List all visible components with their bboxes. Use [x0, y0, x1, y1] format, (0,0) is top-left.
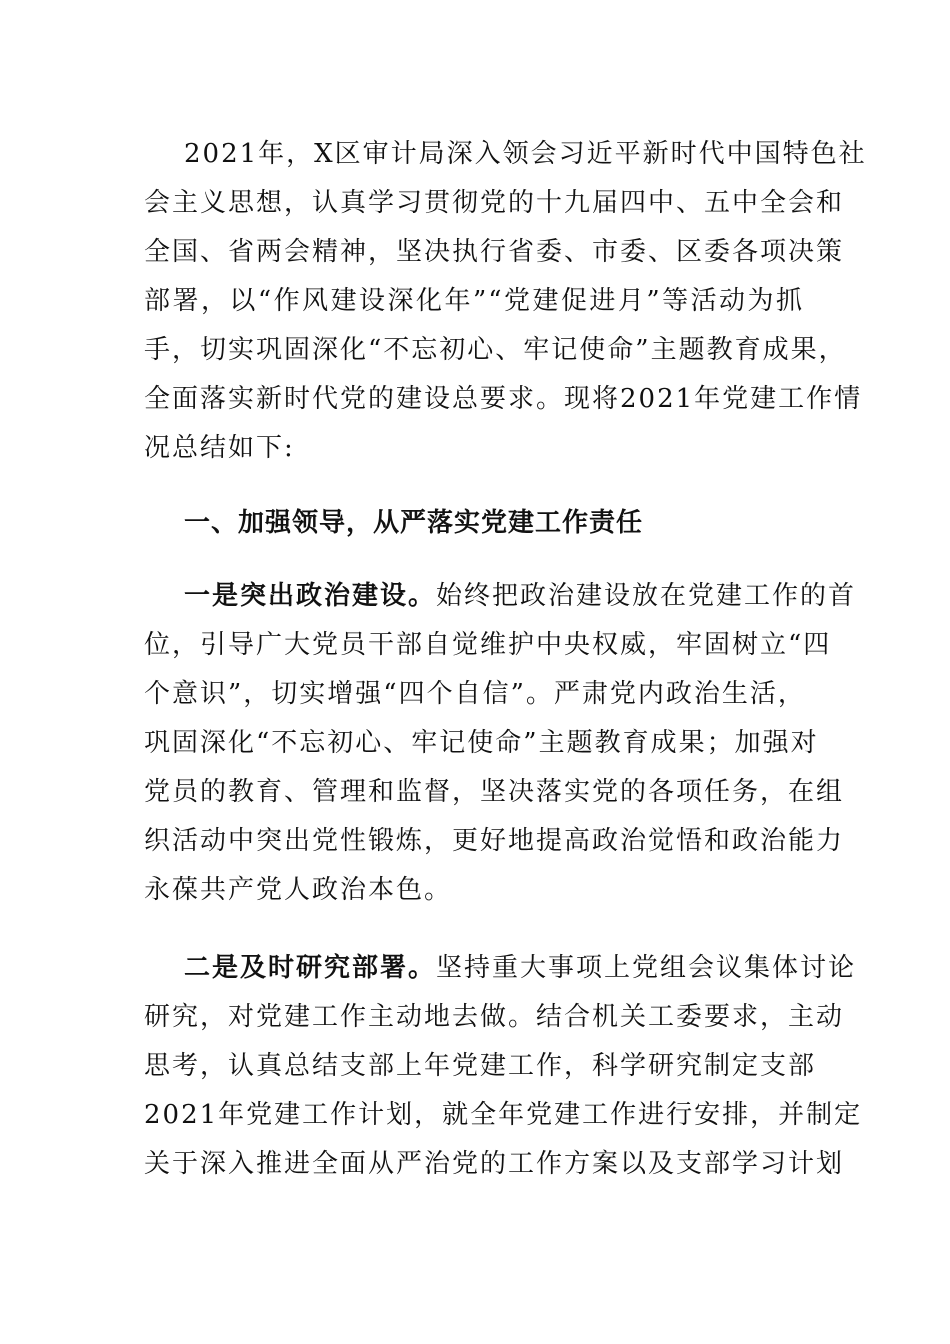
intro-line: 全国、省两会精神，坚决执行省委、市委、区委各项决策	[144, 237, 845, 267]
paragraph-lead: 二是及时研究部署。	[184, 953, 437, 983]
paragraph-line: 研究，对党建工作主动地去做。结合机关工委要求，主动	[144, 1002, 845, 1032]
intro-line: 全面落实新时代党的建设总要求。现将2021年党建工作情	[144, 384, 863, 414]
intro-line: 部署，以“作风建设深化年”“党建促进月”等活动为抓	[144, 286, 804, 316]
paragraph-first-line	[184, 948, 857, 988]
section-heading: 一、加强领导，从严落实党建工作责任	[184, 508, 644, 538]
paragraph-line: 关于深入推进全面从严治党的工作方案以及支部学习计划	[144, 1149, 845, 1179]
intro-line: 2021年，X区审计局深入领会习近平新时代中国特色社	[184, 139, 867, 169]
intro-line: 手，切实巩固深化“不忘初心、牢记使命”主题教育成果，	[144, 335, 847, 365]
paragraph-line: 2021年党建工作计划，就全年党建工作进行安排，并制定	[144, 1100, 863, 1130]
paragraph-line: 党员的教育、管理和监督，坚决落实党的各项任务，在组	[144, 777, 845, 807]
paragraph-line: 永葆共产党人政治本色。	[144, 875, 453, 905]
paragraph-line: 织活动中突出党性锻炼，更好地提高政治觉悟和政治能力	[144, 826, 845, 856]
paragraph-first-line-rest: 坚持重大事项上党组会议集体讨论	[436, 953, 857, 983]
paragraph-line: 巩固深化“不忘初心、牢记使命”主题教育成果；加强对	[144, 728, 819, 758]
paragraph-line: 个意识”，切实增强“四个自信”。严肃党内政治生活，	[144, 679, 806, 709]
paragraph-first-line-rest: 始终把政治建设放在党建工作的首	[436, 581, 857, 611]
paragraph-lead: 一是突出政治建设。	[184, 581, 437, 611]
paragraph-line: 位，引导广大党员干部自觉维护中央权威，牢固树立“四	[144, 630, 832, 660]
intro-line: 会主义思想，认真学习贯彻党的十九届四中、五中全会和	[144, 188, 845, 218]
paragraph-first-line	[184, 576, 857, 616]
intro-line: 况总结如下:	[144, 433, 295, 463]
paragraph-line: 思考，认真总结支部上年党建工作，科学研究制定支部	[144, 1051, 817, 1081]
